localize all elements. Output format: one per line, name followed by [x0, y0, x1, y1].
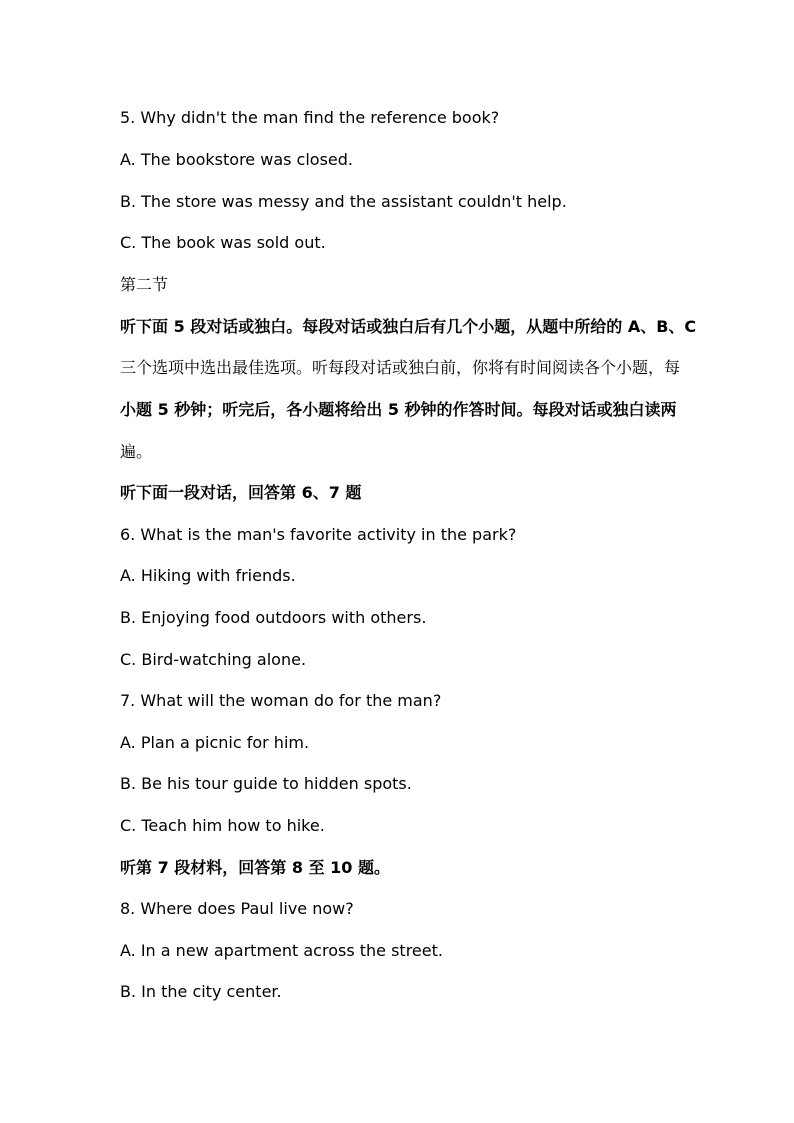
question-6-option-b: B. Enjoying food outdoors with others.	[120, 608, 427, 627]
section-2-instructions-line-2: 三个选项中选出最佳选项。听每段对话或独白前，你将有时间阅读各个小题，每	[120, 358, 681, 377]
section-2-instructions-line-3: 小题 5 秒钟；听完后，各小题将给出 5 秒钟的作答时间。每段对话或独白读两	[120, 400, 677, 419]
question-5: 5. Why didn't the man find the reference book?	[120, 108, 500, 127]
question-6-option-c: C. Bird-watching alone.	[120, 650, 307, 669]
section-2-title: 第二节	[120, 275, 169, 294]
question-7: 7. What will the woman do for the man?	[120, 691, 442, 710]
section-2-instructions-line-4: 遍。	[120, 442, 153, 461]
material-7-heading: 听第 7 段材料，回答第 8 至 10 题。	[120, 858, 390, 877]
question-6: 6. What is the man's favorite activity in the park?	[120, 525, 517, 544]
question-8-option-b: B. In the city center.	[120, 982, 282, 1001]
section-2-instructions-line-1: 听下面 5 段对话或独白。每段对话或独白后有几个小题，从题中所给的 A、B、C	[120, 317, 697, 336]
question-5-option-a: A. The bookstore was closed.	[120, 150, 353, 169]
question-7-option-c: C. Teach him how to hike.	[120, 816, 325, 835]
question-5-option-b: B. The store was messy and the assistant couldn't help.	[120, 192, 567, 211]
question-8: 8. Where does Paul live now?	[120, 899, 354, 918]
question-8-option-a: A. In a new apartment across the street.	[120, 941, 443, 960]
question-5-option-c: C. The book was sold out.	[120, 233, 326, 252]
dialogue-1-heading: 听下面一段对话，回答第 6、7 题	[120, 483, 362, 502]
question-6-option-a: A. Hiking with friends.	[120, 566, 296, 585]
question-7-option-b: B. Be his tour guide to hidden spots.	[120, 774, 412, 793]
question-7-option-a: A. Plan a picnic for him.	[120, 733, 310, 752]
